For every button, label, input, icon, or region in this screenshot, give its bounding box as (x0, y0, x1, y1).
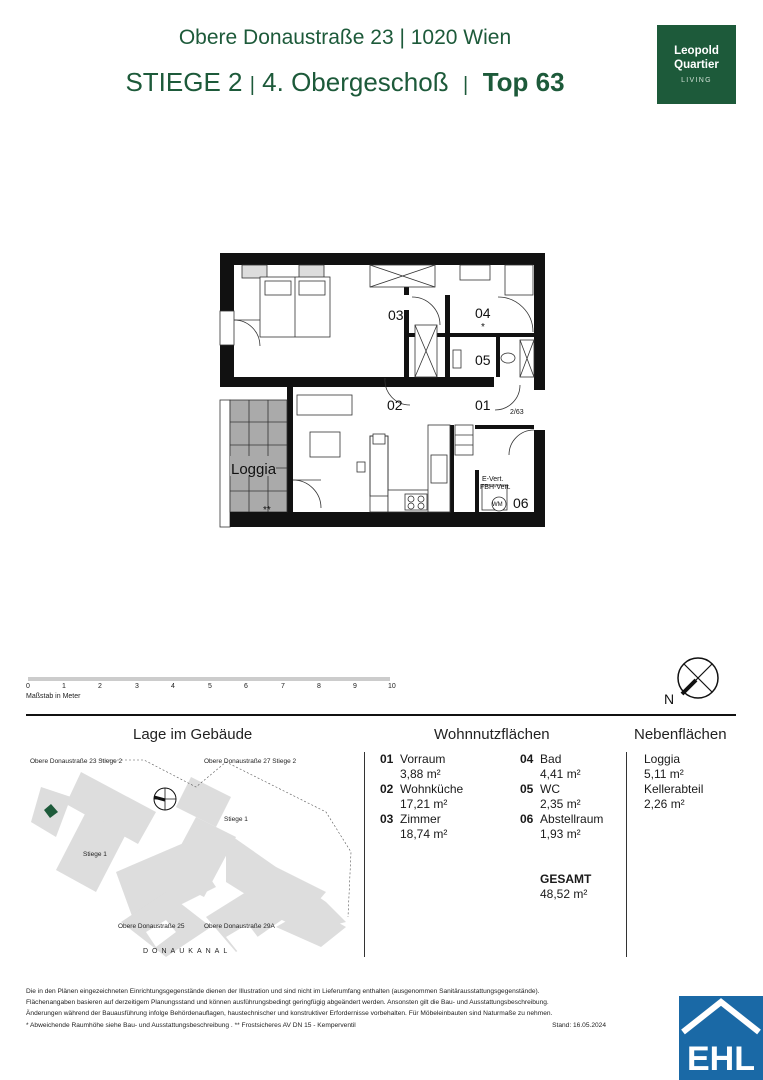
disclaimer-line: * Abweichende Raumhöhe siehe Bau- und Ausstattungsbeschreibung . ** Frostsicheres AV DN 15 - Kemperventil (26, 1021, 356, 1029)
map-label: Obere Donaustraße 27 Stiege 2 (204, 758, 297, 765)
plan-label-loggia: Loggia (231, 461, 277, 478)
scale-tick: 1 (62, 683, 66, 690)
room-name: Vorraum (400, 752, 446, 766)
room-entry (520, 812, 603, 842)
room-name: Bad (540, 752, 562, 766)
column-divider (626, 752, 627, 957)
unit-title (0, 67, 690, 98)
room-entry (520, 782, 581, 812)
disclaimer-line-last (26, 1020, 606, 1031)
total-value: 48,52 m² (540, 887, 588, 901)
scale-tick: 2 (98, 683, 102, 690)
areas-title: Wohnnutzflächen (434, 726, 550, 743)
map-label: Obere Donaustraße 29A (204, 923, 275, 930)
disclaimer (26, 986, 606, 1031)
room-number: 02 (380, 782, 394, 796)
house-icon (679, 996, 763, 1080)
plan-door-number: 2/63 (510, 409, 524, 416)
room-entry (380, 782, 463, 812)
unit-sep: | (249, 74, 255, 96)
scale-label: Maßstab in Meter (26, 693, 81, 700)
disclaimer-line: Flächenangaben basieren auf derzeitigem Planungsstand und können ausführungsbedingt geringfügig abgeändert werden. Ansonsten gilt die Bau- und Ausstattungsbeschreibung. (26, 999, 549, 1007)
room-number: 04 (520, 752, 534, 766)
column-divider (364, 752, 365, 957)
scale-tick: 9 (353, 683, 357, 690)
room-name: WC (540, 782, 561, 796)
room-area: 17,21 m² (400, 797, 448, 811)
logo-line3: LIVING (681, 77, 712, 84)
secondary-name: Kellerabteil (644, 782, 704, 796)
scale-tick: 4 (171, 683, 175, 690)
plan-fbh-vert: FBH-Vert. (480, 484, 511, 491)
unit-stair: STIEGE 2 (125, 67, 243, 97)
room-name: Wohnküche (400, 782, 464, 796)
secondary-entry (644, 752, 703, 812)
scale-tick: 8 (317, 683, 321, 690)
map-label: Obere Donaustraße 25 (118, 923, 185, 930)
ehl-logo (679, 996, 763, 1080)
room-entry (380, 752, 445, 782)
plan-e-vert: E-Vert. (482, 476, 504, 483)
leopold-quartier-logo (657, 25, 736, 104)
secondary-area: 2,26 m² (644, 797, 685, 811)
room-entry (520, 752, 581, 782)
room-number: 03 (380, 812, 394, 826)
room-area: 3,88 m² (400, 767, 441, 781)
plan-double-star: ** (263, 505, 271, 516)
location-title: Lage im Gebäude (133, 726, 253, 743)
total-entry (540, 872, 591, 902)
scale-bar (26, 674, 406, 702)
project-address: Obere Donaustraße 23 | 1020 Wien (178, 26, 512, 49)
secondary-name: Loggia (644, 752, 681, 766)
disclaimer-line: Die in den Plänen eingezeichneten Einrichtungsgegenstände dienen der Illustration und sind nicht im Lieferumfang enthalten (ausgenommen Sanitärausstattungsgegenstände). (26, 988, 540, 995)
room-area: 1,93 m² (540, 827, 581, 841)
map-label: Obere Donaustraße 23 Stiege 2 (30, 758, 123, 765)
room-area: 18,74 m² (400, 827, 448, 841)
scale-tick: 0 (26, 683, 30, 690)
plan-wm: WM (492, 502, 503, 508)
room-entry (380, 812, 447, 842)
plan-label-02: 02 (387, 397, 403, 413)
scale-tick: 6 (244, 683, 248, 690)
floor-plan (215, 250, 550, 532)
site-map (26, 752, 366, 962)
plan-label-05: 05 (475, 352, 491, 368)
room-number: 01 (380, 752, 394, 766)
scale-tick: 5 (208, 683, 212, 690)
disclaimer-line: Änderungen während der Bauausführung infolge Behördenauflagen, haustechnischer und konstruktiver Erfordernisse vorbehalten. Für Möbeleinbauten sind Naturmaße zu nehmen. (26, 1010, 553, 1018)
plan-date: Stand: 16.05.2024 (552, 1021, 606, 1029)
room-name: Abstellraum (540, 812, 604, 826)
scale-tick: 10 (388, 683, 396, 690)
plan-star: * (481, 322, 485, 333)
unit-floor: 4. Obergeschoß (262, 67, 449, 97)
secondary-title: Nebenflächen (634, 726, 727, 743)
scale-tick: 3 (135, 683, 139, 690)
room-area: 2,35 m² (540, 797, 581, 811)
map-label: Stiege 1 (83, 851, 107, 858)
plan-label-03: 03 (388, 307, 404, 323)
map-label: DONAUKANAL (143, 948, 232, 955)
scale-tick: 7 (281, 683, 285, 690)
logo-line1: Leopold (674, 45, 719, 57)
room-number: 05 (520, 782, 534, 796)
logo-line2: Quartier (674, 59, 719, 71)
unit-sep: | (463, 74, 469, 96)
room-area: 4,41 m² (540, 767, 581, 781)
total-label: GESAMT (540, 872, 592, 886)
plan-label-06: 06 (513, 495, 529, 511)
room-name: Zimmer (400, 812, 441, 826)
secondary-area: 5,11 m² (644, 767, 684, 781)
ehl-logo-text: EHL (687, 1040, 755, 1078)
room-number: 06 (520, 812, 534, 826)
section-divider (26, 714, 736, 716)
north-compass (660, 654, 722, 706)
plan-label-01: 01 (475, 397, 491, 413)
plan-label-04: 04 (475, 305, 491, 321)
unit-number: Top 63 (482, 67, 565, 97)
map-label: Stiege 1 (224, 816, 248, 823)
compass-north-label: N (664, 691, 675, 706)
